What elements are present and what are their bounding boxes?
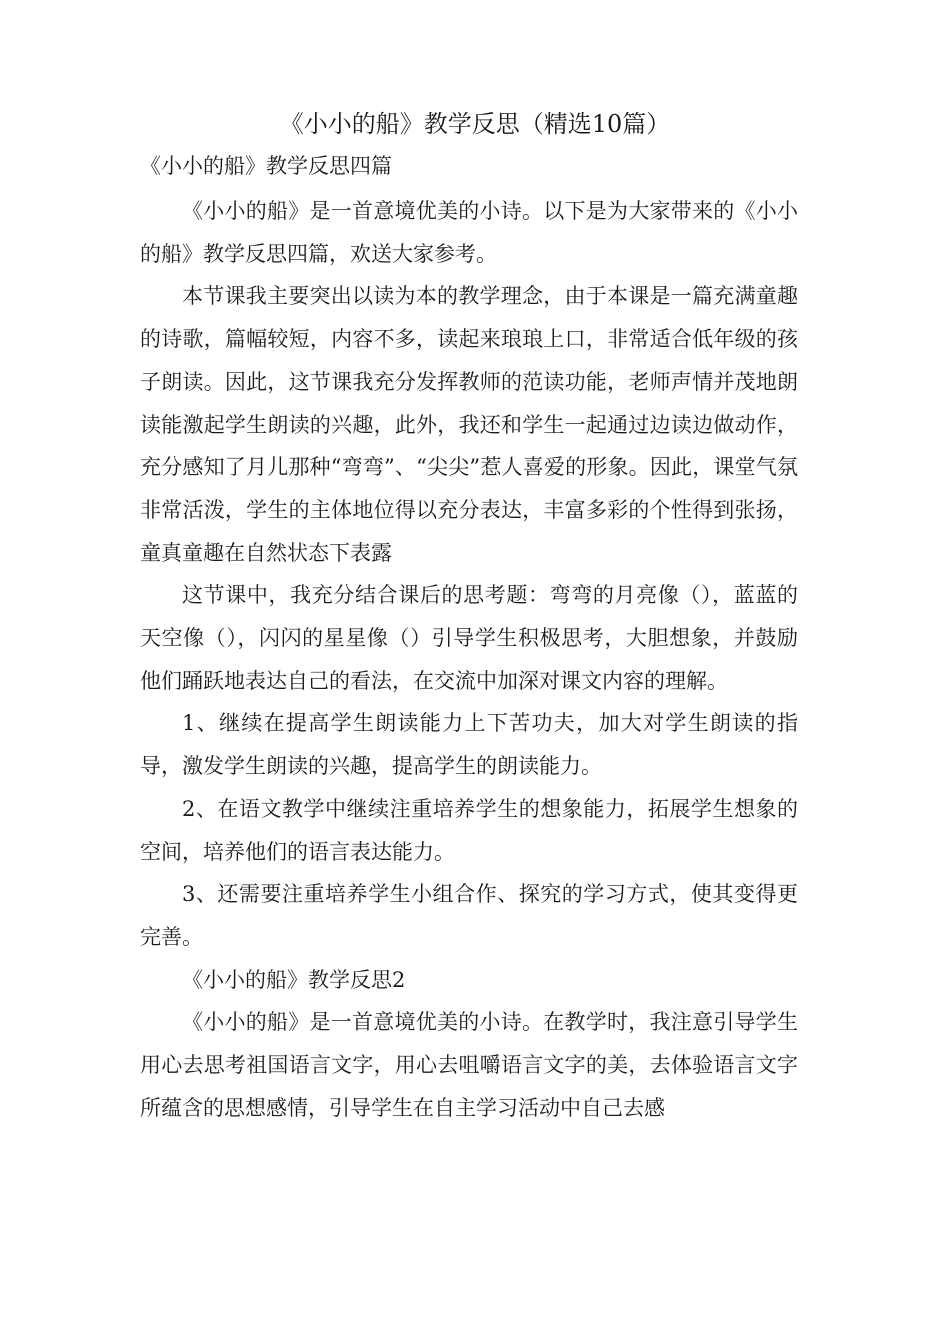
paragraph-teaching-concept: 本节课我主要突出以读为本的教学理念，由于本课是一篇充满童趣的诗歌，篇幅较短，内容不多，读起来琅琅上口，非常适合低年级的孩子朗读。因此，这节课我充分发挥教师的范读功能，老师声情并茂地朗读能激起学生朗读的兴趣，此外，我还和学生一起通过边读边做动作，充分感知了月儿那种“弯弯”、“尖尖”惹人喜爱的形象。因此，课堂气氛非常活泼，学生的主体地位得以充分表达，丰富多彩的个性得到张扬，童真童趣在自然状态下表露 — [140, 284, 798, 565]
section-heading-2: 《小小的船》教学反思2 — [182, 967, 406, 992]
document-title: 《小小的船》教学反思（精选10篇） — [279, 110, 671, 138]
paragraph-thinking-questions: 这节课中，我充分结合课后的思考题：弯弯的月亮像（），蓝蓝的天空像（），闪闪的星星像（）引导学生积极思考，大胆想象，并鼓励他们踊跃地表达自己的看法，在交流中加深对课文内容的理解。 — [140, 583, 798, 693]
paragraph-intro: 《小小的船》是一首意境优美的小诗。以下是为大家带来的《小小的船》教学反思四篇，欢送大家参考。 — [140, 199, 798, 266]
paragraph-point-3: 3、还需要注重培养学生小组合作、探究的学习方式，使其变得更完善。 — [140, 882, 798, 949]
paragraph-point-2: 2、在语文教学中继续注重培养学生的想象能力，拓展学生想象的空间，培养他们的语言表达能力。 — [140, 796, 798, 864]
document-subtitle: 《小小的船》教学反思四篇 — [140, 154, 392, 178]
paragraph-reflection-2: 《小小的船》是一首意境优美的小诗。在教学时，我注意引导学生用心去思考祖国语言文字，用心去咀嚼语言文字的美，去体验语言文字所蕴含的思想感情，引导学生在自主学习活动中自己去感 — [140, 1010, 798, 1120]
paragraph-point-1: 1、继续在提高学生朗读能力上下苦功夫，加大对学生朗读的指导，激发学生朗读的兴趣，提高学生的朗读能力。 — [140, 711, 798, 779]
document-body — [140, 190, 798, 1129]
